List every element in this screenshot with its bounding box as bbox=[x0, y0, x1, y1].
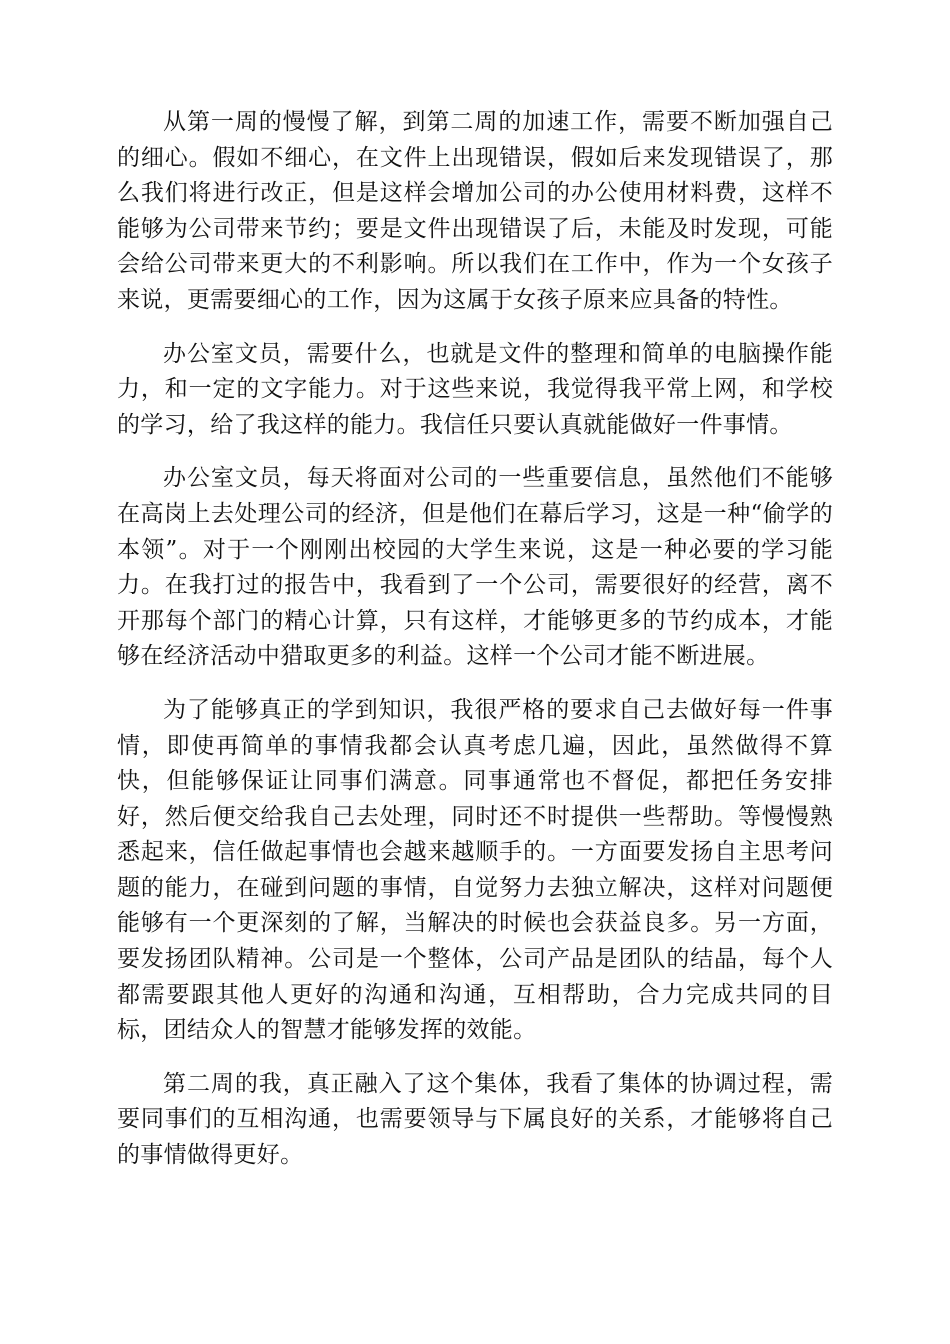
paragraph-5: 第二周的我，真正融入了这个集体，我看了集体的协调过程，需要同事们的互相沟通，也需要领导与下属良好的关系，才能够将自己的事情做得更好。 bbox=[117, 1070, 833, 1169]
paragraph-4: 为了能够真正的学到知识，我很严格的要求自己去做好每一件事情，即使再简单的事情我都会认真考虑几遍，因此，虽然做得不算快，但能够保证让同事们满意。同事通常也不督促，都把任务安排好，然后便交给我自己去处理，同时还不时提供一些帮助。等慢慢熟悉起来，信任做起事情也会越来越顺手的。一方面要发扬自主思考问题的能力，在碰到问题的事情，自觉努力去独立解决，这样对问题便能够有一个更深刻的了解，当解决的时候也会获益良多。另一方面，要发扬团队精神。公司是一个整体，公司产品是团队的结晶，每个人都需要跟其他人更好的沟通和沟通，互相帮助，合力完成共同的目标，团结众人的智慧才能够发挥的效能。 bbox=[117, 696, 833, 1044]
paragraph-1: 从第一周的慢慢了解，到第二周的加速工作，需要不断加强自己的细心。假如不细心，在文件上出现错误，假如后来发现错误了，那么我们将进行改正，但是这样会增加公司的办公使用材料费，这样不能够为公司带来节约；要是文件出现错误了后，未能及时发现，可能会给公司带来更大的不利影响。所以我们在工作中，作为一个女孩子来说，更需要细心的工作，因为这属于女孩子原来应具备的特性。 bbox=[117, 109, 833, 313]
document-page bbox=[117, 105, 833, 1192]
paragraph-3: 办公室文员，每天将面对公司的一些重要信息，虽然他们不能够在高岗上去处理公司的经济，但是他们在幕后学习，这是一种“偷学的本领”。对于一个刚刚出校园的大学生来说，这是一种必要的学习能力。在我打过的报告中，我看到了一个公司，需要很好的经营，离不开那每个部门的精心计算，只有这样，才能够更多的节约成本，才能够在经济活动中猎取更多的利益。这样一个公司才能不断进展。 bbox=[117, 465, 833, 670]
paragraph-2: 办公室文员，需要什么，也就是文件的整理和简单的电脑操作能力，和一定的文字能力。对于这些来说，我觉得我平常上网，和学校的学习，给了我这样的能力。我信任只要认真就能做好一件事情。 bbox=[117, 340, 833, 438]
